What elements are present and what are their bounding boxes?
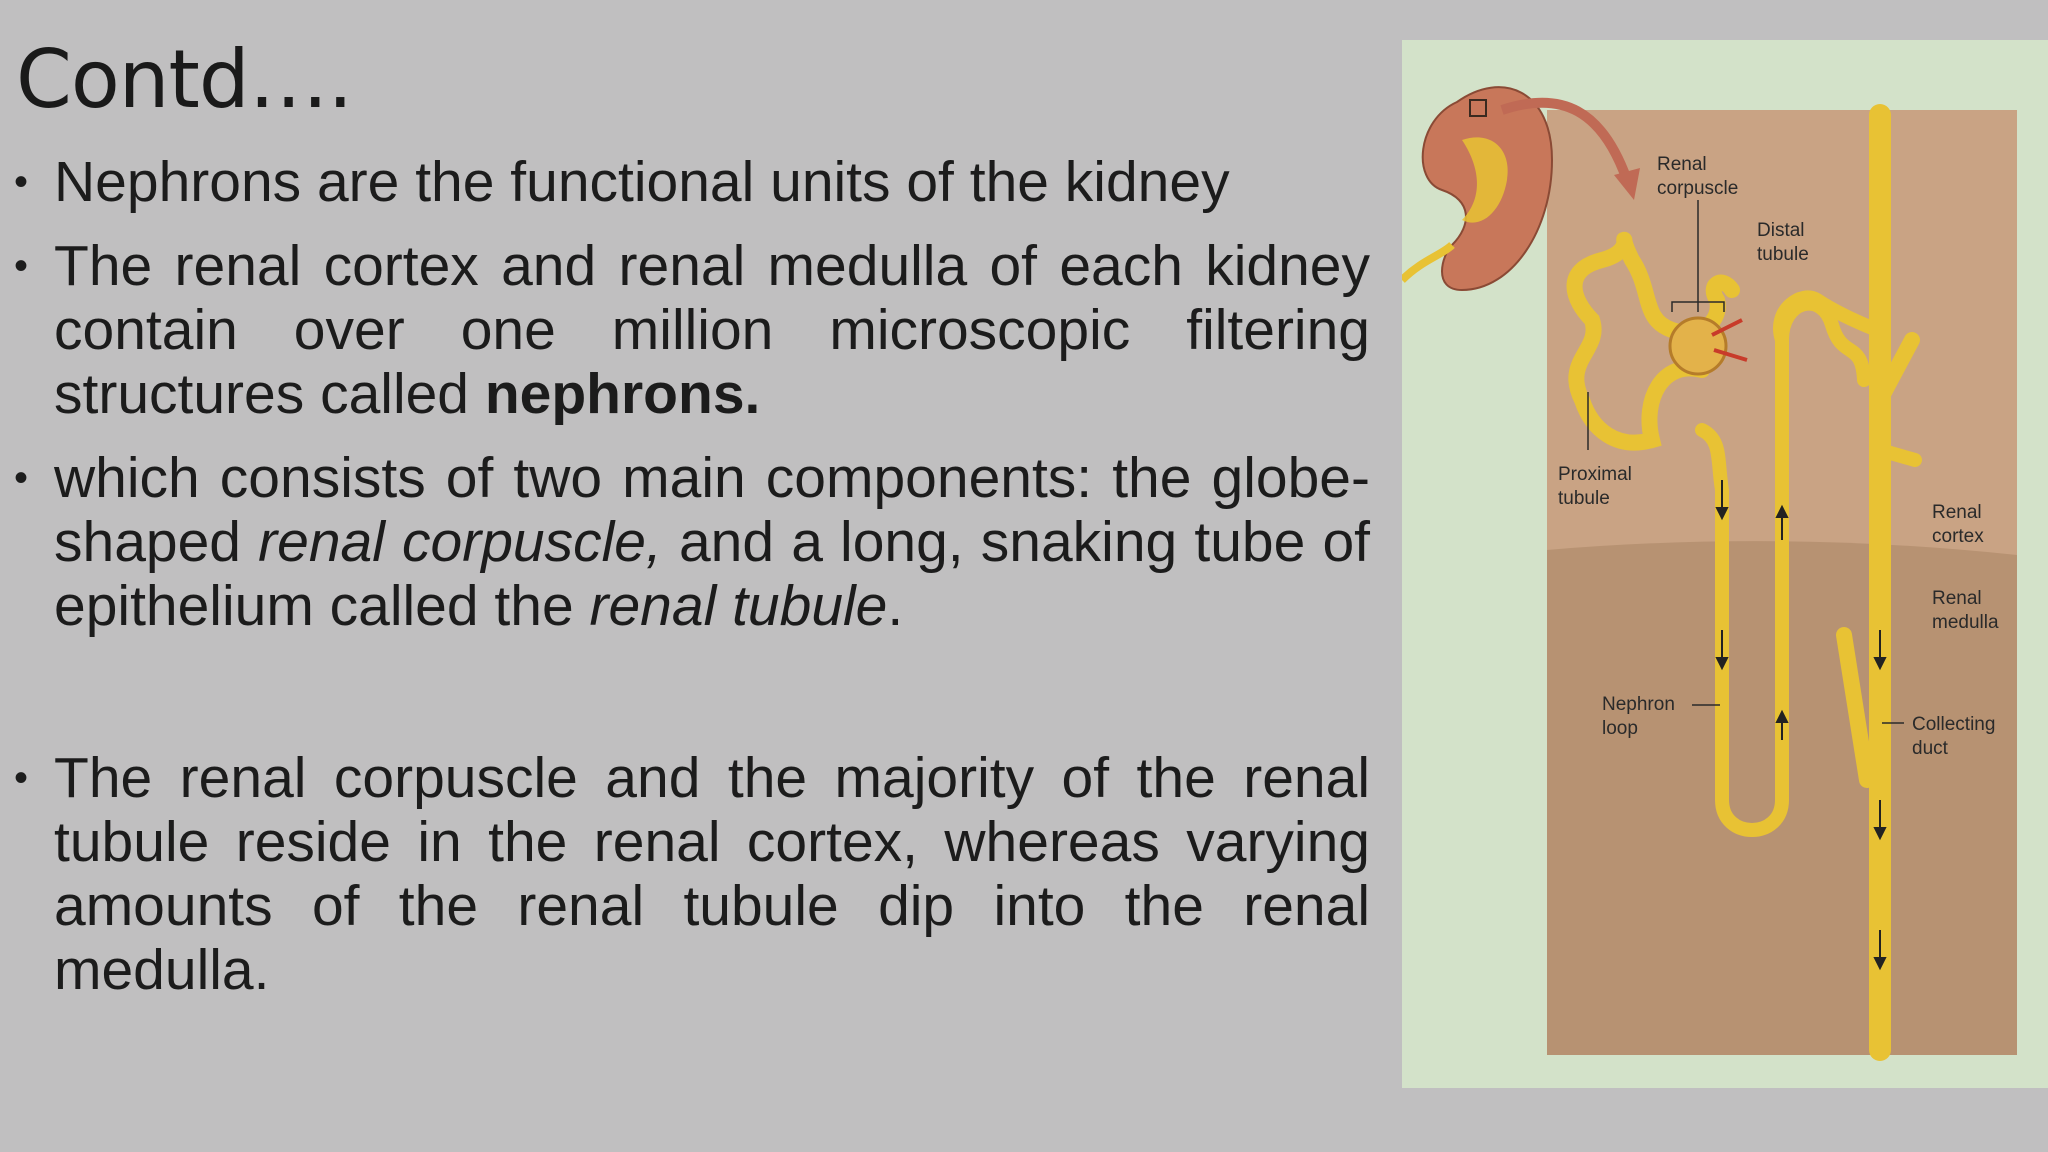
bullet-item xyxy=(14,150,1370,214)
label-renal-corpuscle: corpuscle xyxy=(1657,178,1739,199)
bullet-item xyxy=(14,234,1370,426)
nephron-diagram xyxy=(1402,40,2048,1088)
label-nephron-loop: Nephron xyxy=(1602,694,1675,715)
label-renal-corpuscle: Renal xyxy=(1657,154,1707,175)
bullet-italic-term: renal tubule xyxy=(589,574,888,638)
bullet-text: Nephrons are the functional units of the kidney xyxy=(54,150,1230,214)
bullet-italic-term: renal corpuscle, xyxy=(258,510,662,574)
label-renal-cortex: Renal xyxy=(1932,502,1982,523)
bullet-list xyxy=(14,150,1370,1002)
kidney-icon xyxy=(1402,87,1552,290)
slide-title: Contd…. xyxy=(16,33,353,126)
bullet-marker: • xyxy=(14,456,29,500)
nephron-diagram-svg xyxy=(1402,40,2048,1088)
bullet-text: The renal cortex and renal medulla of each kidney contain over one million microscopic filtering structures called xyxy=(54,234,1370,426)
bullet-text: The renal corpuscle and the majority of the renal tubule reside in the renal cortex, whereas varying amounts of the renal tubule dip into the renal medulla. xyxy=(54,746,1370,1002)
bullet-marker: • xyxy=(14,244,29,288)
bullet-marker: • xyxy=(14,160,29,204)
label-proximal-tubule: tubule xyxy=(1558,488,1610,509)
bullet-marker: • xyxy=(14,756,29,800)
label-renal-medulla: Renal xyxy=(1932,588,1982,609)
label-collecting-duct: Collecting xyxy=(1912,714,1996,735)
label-proximal-tubule: Proximal xyxy=(1558,464,1632,485)
label-distal-tubule: tubule xyxy=(1757,244,1809,265)
bullet-item xyxy=(14,446,1370,638)
label-renal-cortex: cortex xyxy=(1932,526,1984,547)
bullet-item xyxy=(14,746,1370,1002)
renal-corpuscle xyxy=(1670,318,1726,374)
bullet-text: and a long, snaking tube of epithelium called the xyxy=(54,510,1370,638)
label-collecting-duct: duct xyxy=(1912,738,1948,759)
label-distal-tubule: Distal xyxy=(1757,220,1805,241)
label-nephron-loop: loop xyxy=(1602,718,1638,739)
bullet-bold-term: nephrons. xyxy=(484,362,761,426)
label-renal-medulla: medulla xyxy=(1932,612,1999,633)
duct-branch xyxy=(1880,450,1915,460)
bullet-text: which consists of two main components: the globe-shaped xyxy=(54,446,1370,574)
bullet-text: . xyxy=(887,574,904,638)
